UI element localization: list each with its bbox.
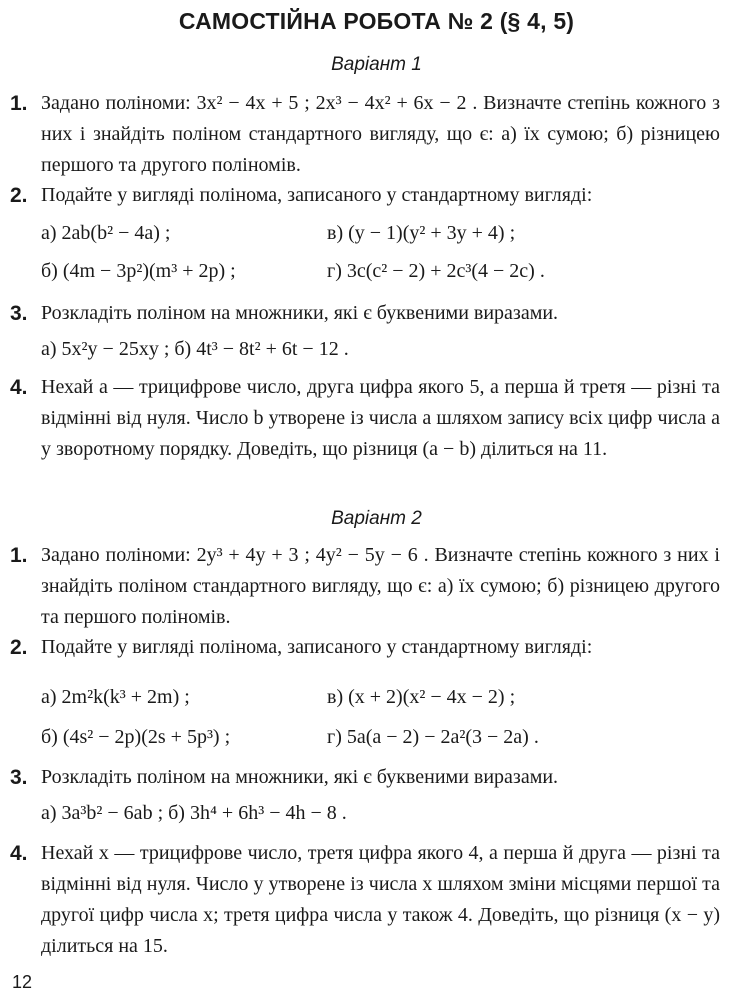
- v2-task-4: [10, 838, 720, 962]
- v2-task-2-item-v: в) (x + 2)(x² − 4x − 2) ;: [327, 686, 516, 708]
- task-text: Розкладіть поліном на множники, які є буквеними виразами.: [41, 302, 559, 324]
- page-title: САМОСТІЙНА РОБОТА № 2 (§ 4, 5): [178, 8, 575, 34]
- variant-1-heading: Варіант 1: [331, 54, 422, 75]
- v1-task-1: [10, 88, 720, 181]
- v2-task-1: [10, 540, 720, 633]
- task-number: 3.: [10, 302, 28, 325]
- task-number: 3.: [10, 766, 28, 789]
- variant-2-heading: Варіант 2: [331, 508, 422, 529]
- page-number: 12: [12, 972, 33, 992]
- v1-task-2: [10, 180, 720, 211]
- v2-task-2: [10, 632, 720, 663]
- task-text: Задано поліноми: 2y³ + 4y + 3 ; 4y² − 5y − 6 . Визначте степінь кожного з них і знайдіть поліном стандартного вигляду, що є: а) їх сумою; б) різницею другого та першого поліномів.: [41, 544, 720, 628]
- v1-task-2-item-v: в) (y − 1)(y² + 3y + 4) ;: [327, 222, 516, 244]
- task-text: Розкладіть поліном на множники, які є буквеними виразами.: [41, 766, 559, 788]
- v1-task-2-item-a: а) 2ab(b² − 4a) ;: [41, 222, 171, 244]
- task-number: 1.: [10, 92, 28, 115]
- v2-task-3: [10, 762, 720, 793]
- task-text: Подайте у вигляді полінома, записаного у стандартному вигляді:: [41, 636, 593, 658]
- v2-task-2-item-b: б) (4s² − 2p)(2s + 5p³) ;: [41, 726, 231, 748]
- task-text: Нехай x — трицифрове число, третя цифра якого 4, а перша й друга — різні та відмінні від нуля. Число y утворене із числа x шляхом зміни місцями першої та другої цифр числа x; третя цифра числа y також 4. Доведіть, що різниця (x − y) ділиться на 15.: [41, 842, 720, 957]
- task-number: 4.: [10, 842, 28, 865]
- task-number: 2.: [10, 636, 28, 659]
- task-text: Подайте у вигляді полінома, записаного у стандартному вигляді:: [41, 184, 593, 206]
- task-number: 1.: [10, 544, 28, 567]
- v2-task-2-item-g: г) 5a(a − 2) − 2a²(3 − 2a) .: [327, 726, 539, 748]
- task-number: 2.: [10, 184, 28, 207]
- v2-task-3-items: а) 3a³b² − 6ab ; б) 3h⁴ + 6h³ − 4h − 8 .: [41, 802, 347, 824]
- v1-task-2-item-b: б) (4m − 3p²)(m³ + 2p) ;: [41, 260, 236, 282]
- v1-task-2-item-g: г) 3c(c² − 2) + 2c³(4 − 2c) .: [327, 260, 545, 282]
- v1-task-4: [10, 372, 720, 465]
- v1-task-3: [10, 298, 720, 329]
- task-text: Задано поліноми: 3x² − 4x + 5 ; 2x³ − 4x² + 6x − 2 . Визначте степінь кожного з них і знайдіть поліном стандартного вигляду, що є: а) їх сумою; б) різницею першого та другого поліномів.: [41, 92, 720, 176]
- v2-task-2-item-a: а) 2m²k(k³ + 2m) ;: [41, 686, 190, 708]
- task-text: Нехай a — трицифрове число, друга цифра якого 5, а перша й третя — різні та відмінні від нуля. Число b утворене із числа a шляхом запису всіх цифр числа a у зворотному порядку. Доведіть, що різниця (a − b) ділиться на 11.: [41, 376, 720, 460]
- task-number: 4.: [10, 376, 28, 399]
- v1-task-3-items: а) 5x²y − 25xy ; б) 4t³ − 8t² + 6t − 12 .: [41, 338, 349, 360]
